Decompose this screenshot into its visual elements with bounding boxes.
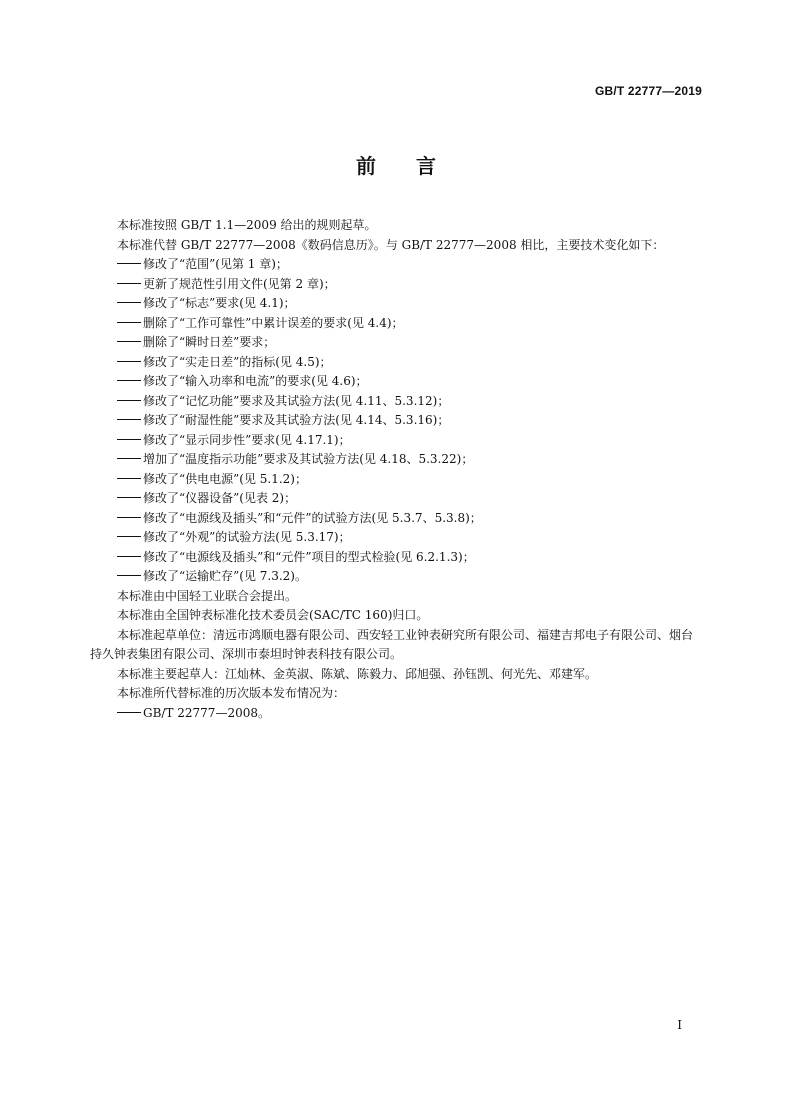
list-item-text: 修改了“外观”的试验方法(见 5.3.17)；: [143, 530, 351, 544]
list-item: [90, 392, 702, 412]
dash-mark: [117, 361, 141, 362]
list-item: [90, 275, 702, 295]
list-item: [90, 548, 702, 568]
dash-mark: [117, 283, 141, 284]
paragraph: 本标准主要起草人：江灿林、金英淑、陈斌、陈毅力、邱旭强、孙钰凯、何光先、邓建军。: [117, 666, 598, 681]
dash-mark: [117, 712, 141, 713]
dash-mark: [117, 341, 141, 342]
list-item: [90, 255, 702, 275]
dash-mark: [117, 536, 141, 537]
list-item: [90, 450, 702, 470]
list-item: [90, 470, 702, 490]
list-item: [90, 314, 702, 334]
standard-code: GB/T 22777—2019: [594, 84, 702, 98]
dash-mark: [117, 380, 141, 381]
list-item-text: 删除了“工作可靠性”中累计误差的要求(见 4.4)；: [143, 315, 404, 330]
list-item: [90, 294, 702, 314]
change-list: [90, 255, 702, 587]
dash-mark: [117, 400, 141, 401]
history-item-text: GB/T 22777—2008。: [143, 705, 270, 720]
dash-mark: [117, 419, 141, 420]
list-item-text: 修改了“电源线及插头”和“元件”的试验方法(见 5.3.7、5.3.8)；: [143, 510, 482, 525]
list-item-text: 删除了“瞬时日差”要求；: [143, 335, 276, 349]
list-item-text: 增加了“温度指示功能”要求及其试验方法(见 4.18、5.3.22)；: [143, 452, 474, 466]
list-item-text: 修改了“耐湿性能”要求及其试验方法(见 4.14、5.3.16)；: [143, 413, 450, 427]
dash-mark: [117, 302, 141, 303]
dash-mark: [117, 497, 141, 498]
list-item-text: 修改了“仪器设备”(见表 2)；: [143, 491, 297, 505]
list-item: [90, 431, 702, 451]
document-body: [90, 216, 702, 723]
list-item-text: 修改了“范围”(见第 1 章)；: [143, 257, 288, 271]
history-item: [90, 704, 702, 724]
page-title: 前言: [356, 154, 476, 178]
dash-mark: [117, 556, 141, 557]
list-item: [90, 567, 702, 587]
list-item: [90, 411, 702, 431]
list-item: [90, 528, 702, 548]
dash-mark: [117, 263, 141, 264]
list-item: [90, 509, 702, 529]
dash-mark: [117, 458, 141, 459]
paragraph: 本标准起草单位：清远市鸿顺电器有限公司、西安轻工业钟表研究所有限公司、福建吉邦电子有限公司、烟台持久钟表集团有限公司、深圳市泰坦时钟表科技有限公司。: [90, 627, 694, 661]
dash-mark: [117, 575, 141, 576]
paragraph: 本标准所代替标准的历次版本发布情况为：: [117, 686, 346, 700]
list-item: [90, 333, 702, 353]
list-item-text: 修改了“显示同步性”要求(见 4.17.1)；: [143, 432, 351, 447]
dash-mark: [117, 517, 141, 518]
dash-mark: [117, 478, 141, 479]
paragraph: 本标准由中国轻工业联合会提出。: [117, 588, 298, 603]
list-item-text: 修改了“输入功率和电流”的要求(见 4.6)；: [143, 374, 368, 388]
list-item: [90, 372, 702, 392]
list-item-text: 修改了“记忆功能”要求及其试验方法(见 4.11、5.3.12)；: [143, 393, 450, 408]
dash-mark: [117, 439, 141, 440]
list-item-text: 修改了“标志”要求(见 4.1)；: [143, 296, 296, 310]
list-item-text: 修改了“运输贮存”(见 7.3.2)。: [143, 569, 307, 583]
list-item-text: 更新了规范性引用文件(见第 2 章)；: [143, 276, 336, 291]
list-item: [90, 353, 702, 373]
paragraph: 本标准由全国钟表标准化技术委员会(SAC/TC 160)归口。: [117, 608, 429, 622]
paragraph: 本标准按照 GB/T 1.1—2009 给出的规则起草。: [117, 218, 377, 232]
dash-mark: [117, 322, 141, 323]
list-item: [90, 489, 702, 509]
page-number: I: [677, 1018, 682, 1032]
list-item-text: 修改了“供电电源”(见 5.1.2)；: [143, 471, 307, 486]
list-item-text: 修改了“实走日差”的指标(见 4.5)；: [143, 354, 332, 369]
paragraph: 本标准代替 GB/T 22777—2008《数码信息历》。与 GB/T 22777—2008 相比，主要技术变化如下：: [117, 237, 665, 252]
list-item-text: 修改了“电源线及插头”和“元件”项目的型式检验(见 6.2.1.3)；: [143, 549, 475, 564]
